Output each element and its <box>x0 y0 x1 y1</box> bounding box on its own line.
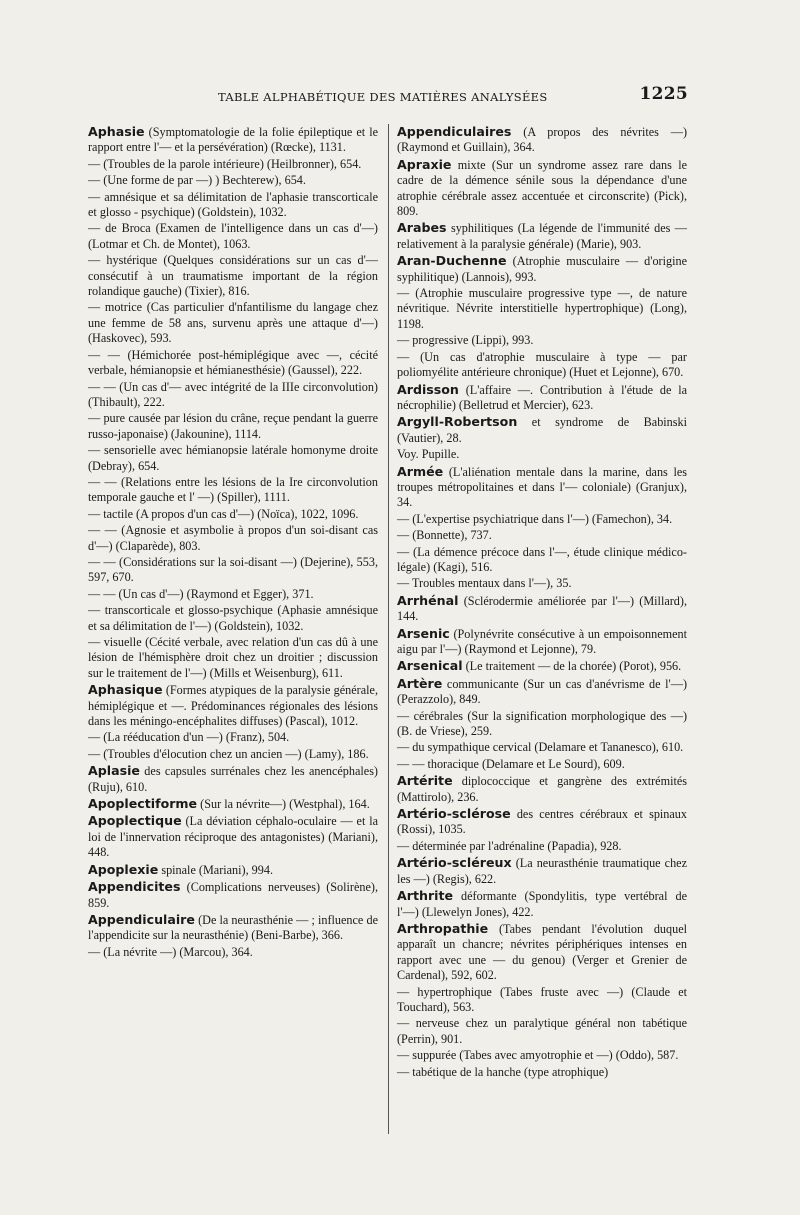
entry-text: — — (Un cas d'— avec intégrité de la IIIe circonvolution) (Thibault), 222. <box>88 379 378 409</box>
index-entry <box>88 348 378 379</box>
index-entry <box>88 813 378 860</box>
entry-text: (L'affaire —. Contribution à l'étude de la nécrophilie) (Belletrud et Mercier), 623. <box>397 382 687 412</box>
entry-text: — transcorticale et glosso-psychique (Aphasie amnésique et sa délimitation de l'—) (Goldstein), 1032. <box>88 603 378 633</box>
entry-text: — (Troubles d'élocution chez un ancien —) (Lamy), 186. <box>88 746 369 761</box>
entry-text: diplococcique et gangrène des extrémités (Mattirolo), 236. <box>397 774 687 804</box>
entry-text: (Formes atypiques de la paralysie générale, hémiplégique et —. Prédominances régionales des lésions dans les méningo-encéphalites diffuses) (Pascal), 1012. <box>88 683 378 729</box>
index-entry <box>397 447 687 462</box>
entry-headword: Apoplectiforme <box>88 796 198 812</box>
index-entry <box>397 382 687 414</box>
entry-headword: Arsenical <box>397 658 463 674</box>
index-entry <box>397 350 687 381</box>
index-entry <box>397 921 687 984</box>
entry-headword: Arthropathie <box>397 920 489 936</box>
index-entry <box>397 512 687 527</box>
entry-text: (La déviation céphalo-oculaire — et la loi de l'innervation réciproque des antagonistes) (Mariani), 448. <box>88 814 378 860</box>
entry-text: — — (Considérations sur la soi-disant —) (Dejerine), 553, 597, 670. <box>88 554 378 585</box>
entry-text: des centres cérébraux et spinaux (Rossi), 1035. <box>397 807 687 837</box>
entry-text: — — (Un cas d'—) (Raymond et Egger), 371. <box>88 586 314 601</box>
index-entry <box>88 253 378 299</box>
entry-headword: Aplasie <box>88 763 140 779</box>
entry-text: — suppurée (Tabes avec amyotrophie et —) (Oddo), 587. <box>397 1048 679 1063</box>
entry-text: — sensorielle avec hémianopsie latérale homonyme droite (Debray), 654. <box>88 443 378 473</box>
index-entry <box>88 796 378 812</box>
index-entry <box>397 855 687 887</box>
index-entry <box>88 912 378 944</box>
entry-text: — de Broca (Examen de l'intelligence dans un cas d'—)(Lotmar et Ch. de Montet), 1063. <box>88 221 378 251</box>
index-entry <box>88 730 378 745</box>
entry-text: — déterminée par l'adrénaline (Papadia), 928. <box>397 838 622 853</box>
running-title: TABLE ALPHABÉTIQUE DES MATIÈRES ANALYSÉES <box>218 90 548 104</box>
index-entry <box>397 253 687 285</box>
index-entry <box>397 839 687 854</box>
index-entry <box>397 124 687 156</box>
entry-headword: Artério-scléreux <box>397 855 512 871</box>
entry-text: — — (Hémichorée post-hémiplégique avec —, cécité verbale, hémianopsie et hémianesthésie) (Gaussel), 222. <box>88 347 378 378</box>
entry-headword: Appendicites <box>88 879 181 895</box>
entry-headword: Argyll-Robertson <box>397 414 518 430</box>
entry-text: (Polynévrite consécutive à un empoisonnement aigu par l'—) (Raymond et Lejonne), 79. <box>397 626 687 656</box>
entry-text: — motrice (Cas particulier d'nfantilisme du langage chez une femme de 58 ans, survenu après une attaque d'—) (Haskovec), 593. <box>88 300 378 346</box>
index-entry <box>397 576 687 591</box>
entry-text: — (La névrite —) (Marcou), 364. <box>88 944 253 959</box>
entry-headword: Aran-Duchenne <box>397 253 507 269</box>
index-entry <box>397 773 687 805</box>
entry-text: (L'aliénation mentale dans la marine, dans les troupes métropolitaines et dans l'— coloniale) (Granjux), 34. <box>397 464 687 510</box>
entry-text: (Symptomatologie de la folie épileptique et le rapport entre l'— et la persévération) (Rœcke), 1131. <box>88 125 378 155</box>
left-column <box>88 124 378 961</box>
index-entry <box>88 124 378 156</box>
entry-text: — nerveuse chez un paralytique général non tabétique (Perrin), 901. <box>397 1016 687 1046</box>
index-entry <box>88 682 378 729</box>
entry-text: — Troubles mentaux dans l'—), 35. <box>397 576 572 591</box>
right-column <box>397 124 687 1081</box>
index-entry <box>88 523 378 554</box>
entry-headword: Arabes <box>397 220 447 236</box>
index-entry <box>88 221 378 252</box>
entry-text: — hystérique (Quelques considérations sur un cas d'— consécutif à un traumatisme important de la région rolandique gauche) (Tixier), 816. <box>88 253 378 299</box>
entry-text: — (La démence précoce dans l'—, étude clinique médico-légale) (Kagi), 516. <box>397 544 687 574</box>
entry-text: syphilitiques (La légende de l'immunité des — relativement à la paralysie générale) (Marie), 903. <box>397 221 687 251</box>
index-entry <box>397 985 687 1016</box>
entry-text: — (Une forme de par —) ) Bechterew), 654. <box>88 173 306 188</box>
index-entry <box>88 555 378 586</box>
index-entry <box>88 507 378 522</box>
entry-text: — (Un cas d'atrophie musculaire à type — par poliomyélite antérieure chronique) (Huet et Lejonne), 670. <box>397 349 687 380</box>
index-entry <box>88 380 378 411</box>
entry-text: et syndrome de Babinski (Vautier), 28. <box>397 415 687 445</box>
entry-headword: Ardisson <box>397 381 459 397</box>
index-entry <box>397 157 687 220</box>
entry-text: — (La rééducation d'un —) (Franz), 504. <box>88 730 290 745</box>
entry-headword: Arsenic <box>397 625 450 641</box>
index-entry <box>397 626 687 658</box>
column-divider <box>388 124 389 1134</box>
entry-headword: Arthrite <box>397 888 454 904</box>
index-entry <box>397 286 687 332</box>
index-entry <box>88 763 378 795</box>
entry-text: déformante (Spondylitis, type vertébral de l'—) (Llewelyn Jones), 422. <box>397 889 687 919</box>
index-entry <box>88 443 378 474</box>
index-entry <box>88 879 378 911</box>
entry-headword: Apraxie <box>397 156 452 172</box>
entry-text: — (L'expertise psychiatrique dans l'—) (Famechon), 34. <box>397 511 673 526</box>
index-entry <box>397 676 687 708</box>
entry-headword: Artério-sclérose <box>397 806 511 822</box>
index-entry <box>397 414 687 446</box>
index-entry <box>88 862 378 878</box>
index-entry <box>397 220 687 252</box>
entry-text: (La neurasthénie traumatique chez les —) (Regis), 622. <box>397 856 687 886</box>
entry-text: mixte (Sur un syndrome assez rare dans le cadre de la démence sénile sous la dépendance d'une atrophie cérébrale assez accentuée et circonscrite) (Pick), 809. <box>397 157 687 219</box>
entry-text: Voy. Pupille. <box>397 447 460 462</box>
entry-text: spinale (Mariani), 994. <box>158 862 274 877</box>
entry-text: — visuelle (Cécité verbale, avec relation d'un cas dû à une lésion de l'hémisphère droit chez un droitier ; discussion sur le traitement de l'—) (Mills et Weisenburg), 611. <box>88 635 378 680</box>
entry-headword: Apoplectique <box>88 813 182 829</box>
entry-text: (A propos des névrites —) (Raymond et Guillain), 364. <box>397 125 687 155</box>
entry-text: — pure causée par lésion du crâne, reçue pendant la guerre russo-japonaise) (Jakounine), 1114. <box>88 411 378 441</box>
entry-text: — progressive (Lippi), 993. <box>397 333 534 348</box>
index-entry <box>88 945 378 960</box>
index-entry <box>88 475 378 506</box>
entry-headword: Appendiculaires <box>397 124 512 139</box>
entry-text: — tactile (A propos d'un cas d'—) (Noïca), 1022, 1096. <box>88 506 359 521</box>
index-entry <box>397 1048 687 1063</box>
index-entry <box>88 173 378 188</box>
index-entry <box>397 806 687 838</box>
entry-text: — (Atrophie musculaire progressive type —, de nature névritique. Névrite interstitielle hypertrophique) (Long), 1198. <box>397 286 687 331</box>
entry-text: (Tabes pendant l'évolution duquel apparaît un chancre; névrites périphériques intenses en rapport avec une — du genou) (Verger et Grenier de Cardenal), 592, 602. <box>397 921 687 983</box>
index-entry <box>397 593 687 625</box>
index-entry <box>397 1065 687 1080</box>
entry-text: (Sclérodermie améliorée par l'—) (Millard), 144. <box>397 593 687 624</box>
index-entry <box>397 658 687 674</box>
index-entry <box>88 603 378 634</box>
index-entry <box>88 635 378 681</box>
entry-headword: Artérite <box>397 773 453 789</box>
entry-headword: Artère <box>397 675 443 691</box>
entry-text: (De la neurasthénie — ; influence de l'appendicite sur la neurasthénie) (Beni-Barbe), 366. <box>88 912 378 943</box>
page-number: 1225 <box>639 84 688 104</box>
entry-headword: Appendiculaire <box>88 911 195 927</box>
index-entry <box>397 528 687 543</box>
index-entry <box>397 888 687 920</box>
entry-text: — cérébrales (Sur la signification morphologique des —) (B. de Vriese), 259. <box>397 708 687 739</box>
entry-text: — — (Agnosie et asymbolie à propos d'un soi-disant cas d'—) (Claparède), 803. <box>88 523 378 553</box>
entry-text: — du sympathique cervical (Delamare et Tananesco), 610. <box>397 740 684 755</box>
index-entry <box>88 411 378 442</box>
entry-text: des capsules surrénales chez les anencéphales) (Ruju), 610. <box>88 764 378 794</box>
entry-text: — hypertrophique (Tabes fruste avec —) (Claude et Touchard), 563. <box>397 984 687 1014</box>
index-entry <box>397 757 687 772</box>
entry-headword: Armée <box>397 463 444 479</box>
index-entry <box>88 300 378 346</box>
index-entry <box>397 740 687 755</box>
entry-text: (Complications nerveuses) (Solirène), 859. <box>88 880 378 910</box>
entry-text: (Le traitement — de la chorée) (Porot), 956. <box>462 659 682 674</box>
index-entry <box>397 464 687 511</box>
entry-headword: Aphasie <box>88 124 145 139</box>
entry-text: communicante (Sur un cas d'anévrisme de l'—) (Perazzolo), 849. <box>397 676 687 707</box>
entry-headword: Aphasique <box>88 682 163 698</box>
entry-text: — — (Relations entre les lésions de la Ire circonvolution temporale gauche et l' —) (Spiller), 1111. <box>88 474 378 505</box>
entry-text: — tabétique de la hanche (type atrophique) <box>397 1064 609 1079</box>
index-entry <box>88 747 378 762</box>
index-entry <box>88 190 378 221</box>
index-entry <box>397 709 687 740</box>
index-entry <box>397 545 687 576</box>
entry-text: — — thoracique (Delamare et Le Sourd), 609. <box>397 756 625 771</box>
entry-text: (Atrophie musculaire — d'origine syphilitique) (Lannois), 993. <box>397 254 687 284</box>
entry-text: — (Troubles de la parole intérieure) (Heilbronner), 654. <box>88 156 362 171</box>
entry-text: — amnésique et sa délimitation de l'aphasie transcorticale et glosso - psychique) (Goldstein), 1032. <box>88 189 378 220</box>
entry-text: — (Bonnette), 737. <box>397 528 492 543</box>
index-entry <box>397 1016 687 1047</box>
entry-headword: Apoplexie <box>88 861 159 877</box>
index-entry <box>397 333 687 348</box>
index-entry <box>88 157 378 172</box>
page-header <box>88 86 688 106</box>
entry-headword: Arrhénal <box>397 592 459 608</box>
entry-text: (Sur la névrite—) (Westphal), 164. <box>197 797 370 812</box>
index-entry <box>88 587 378 602</box>
